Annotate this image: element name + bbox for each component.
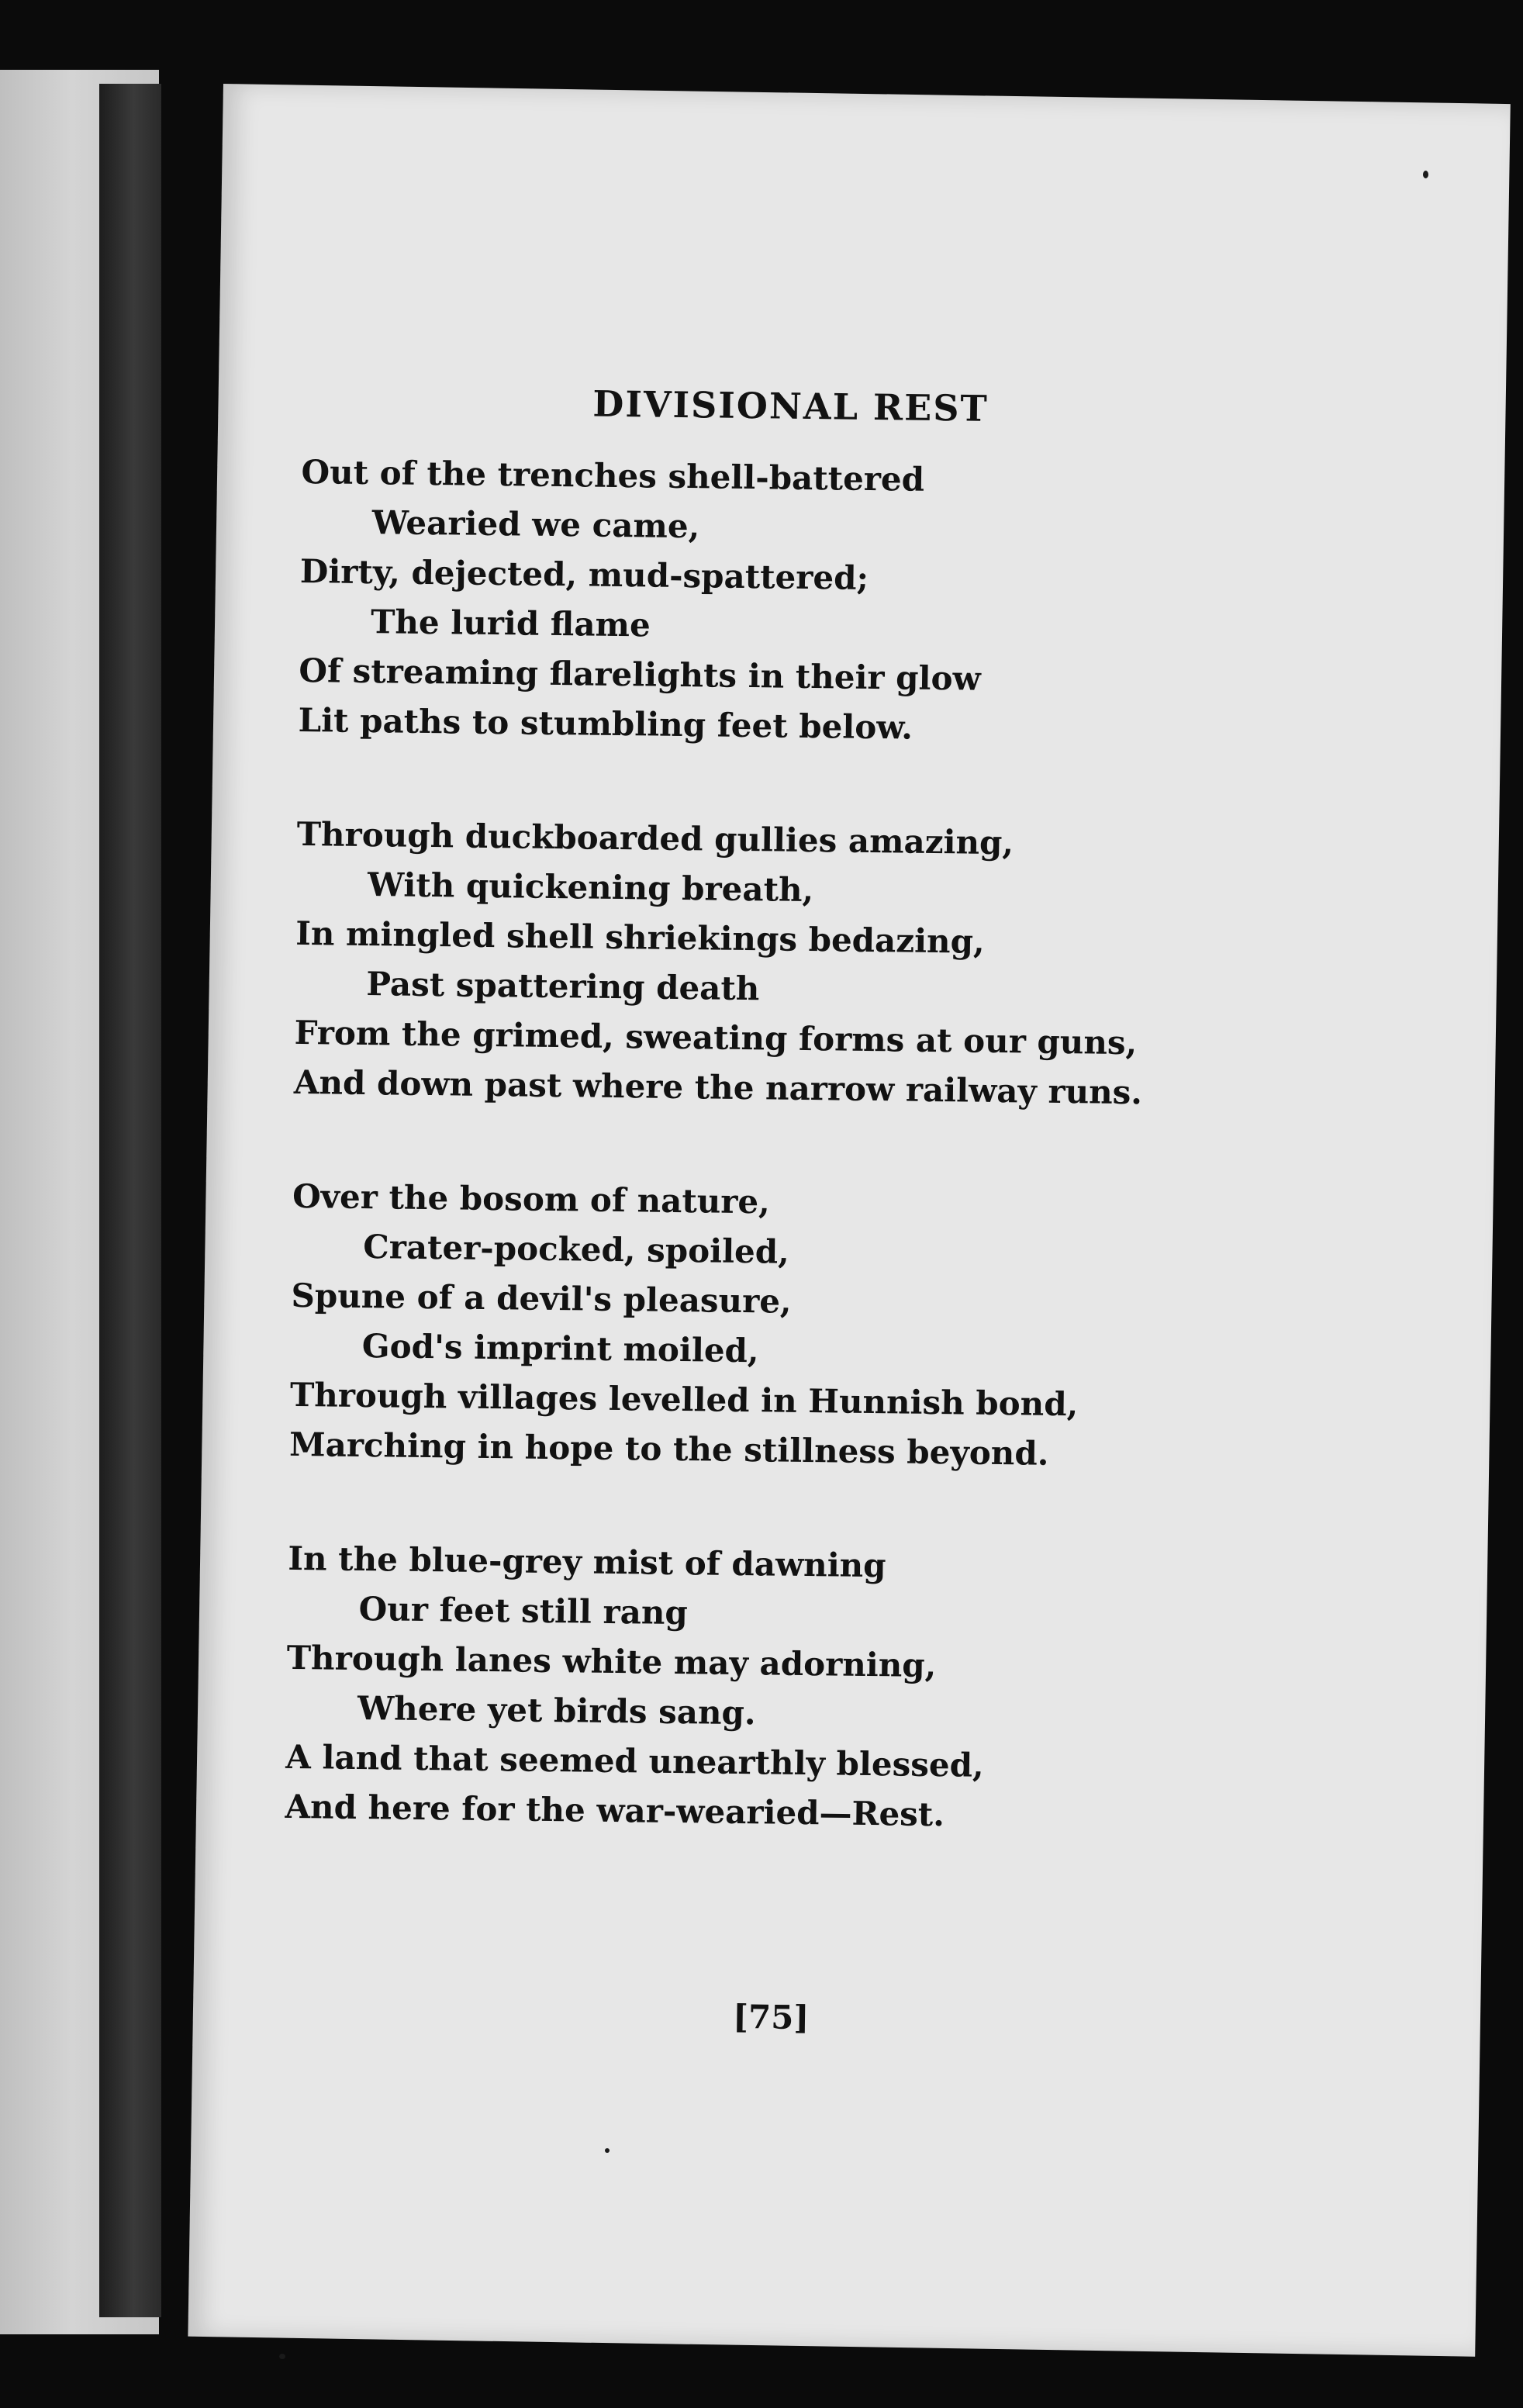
scan-speck [605,2148,610,2153]
poem-line: Dirty, dejected, mud-spattered; [299,551,869,597]
poem-line: Spune of a devil's pleasure, [291,1276,792,1321]
poem-line: Through duckboarded gullies amazing, [296,814,1014,862]
scan-speck [1423,171,1428,178]
poem [219,378,1248,2128]
page-number: [75] [732,1997,810,2037]
poem-line: Through lanes white may adorning, [286,1638,937,1685]
poem-line: And down past where the narrow railway runs. [293,1062,1143,1112]
poem-line: Past spattering death [366,965,760,1008]
poem-line: God's imprint moiled, [361,1327,759,1370]
scan-speck [279,2354,285,2359]
poem-line: Lit paths to stumbling feet below. [298,700,913,747]
poem-line: In mingled shell shriekings bedazing, [295,914,985,961]
stanza-4 [285,1534,1219,1843]
poem-line: The lurid flame [370,603,651,644]
poem-title: DIVISIONAL REST [592,382,989,430]
poem-line: Marching in hope to the stillness beyond. [288,1425,1049,1473]
book-gutter-shadow [99,84,161,2317]
poem-line: Our feet still rang [358,1589,689,1632]
poem-line: Crater-pocked, spoiled, [363,1228,790,1271]
poem-line: Through villages levelled in Hunnish bond, [289,1375,1079,1424]
stanza-1 [298,447,1232,757]
poem-line: From the grimed, sweating forms at our guns, [294,1013,1138,1062]
poem-line: Wearied we came, [371,503,700,546]
poem-line: Out of the trenches shell-battered [301,452,925,499]
poem-line: Over the bosom of nature, [292,1176,771,1221]
poem-line: With quickening breath, [367,865,814,910]
poem-line: Of streaming flarelights in their glow [299,651,981,698]
stanza-3 [289,1172,1224,1481]
poem-line: And here for the war-wearied—Rest. [285,1787,945,1834]
stanza-2 [294,810,1228,1119]
poem-line: Where yet birds sang. [357,1688,756,1733]
poem-line: A land that seemed unearthly blessed, [285,1737,984,1784]
poem-line: In the blue-grey mist of dawning [288,1539,886,1585]
